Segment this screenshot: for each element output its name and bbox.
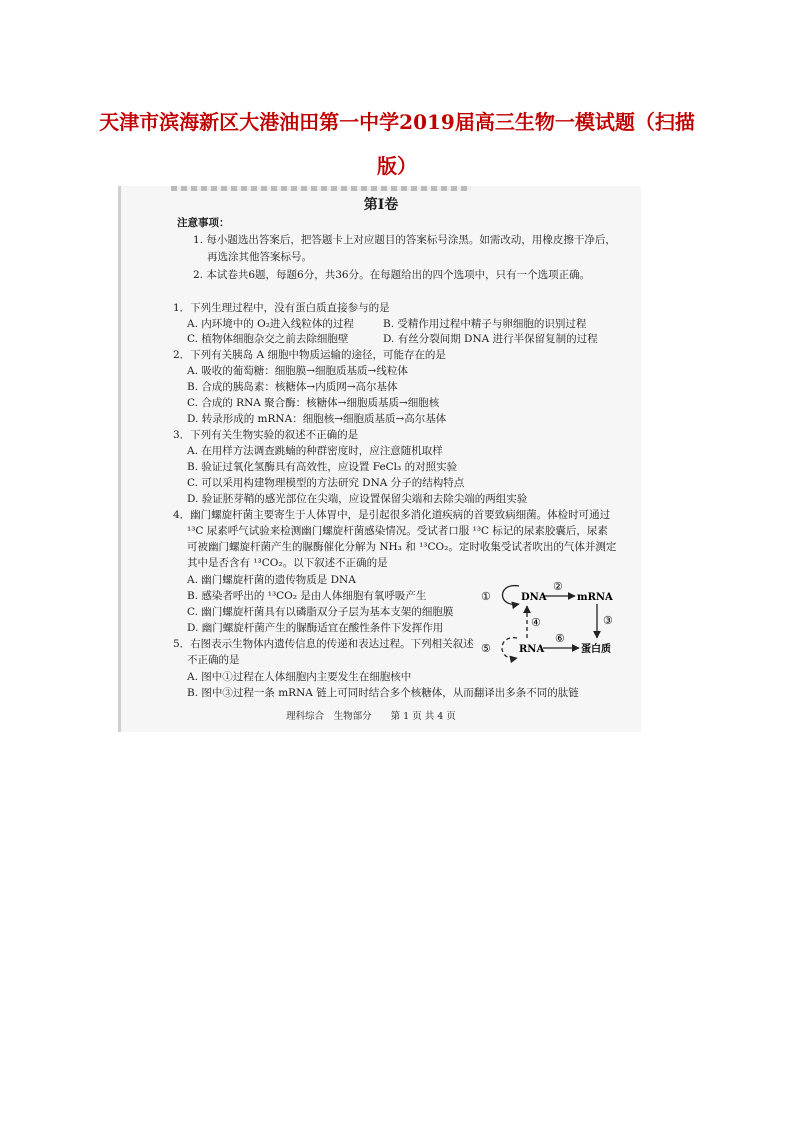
q4-line-1: 4．幽门螺旋杆菌主要寄生于人体胃中，是引起很多消化道疾病的首要致病细菌。体检时可通过 — [173, 509, 611, 521]
q3-option-d: D. 验证胚芽鞘的感光部位在尖端，应设置保留尖端和去除尖端的两组实验 — [187, 493, 528, 505]
q5-line-1: 5．右图表示生物体内遗传信息的传递和表达过程。下列相关叙述 — [173, 638, 474, 650]
q4-line-2: ¹³C 尿素呼气试验来检测幽门螺旋杆菌感染情况。受试者口服 ¹³C 标记的尿素胶囊后，尿素 — [187, 525, 608, 537]
q5-line-2: 不正确的是 — [187, 654, 240, 666]
label-3: ③ — [603, 614, 613, 627]
q4-option-c: C. 幽门螺旋杆菌具有以磷脂双分子层为基本支架的细胞膜 — [187, 606, 454, 618]
notes-heading: 注意事项： — [177, 217, 230, 229]
q4-line-3: 可被幽门螺旋杆菌产生的脲酶催化分解为 NH₃ 和 ¹³CO₂。定时收集受试者吹出的气体并测定 — [187, 541, 617, 553]
title-line-2: 版） — [377, 154, 417, 178]
section-heading: 第Ⅰ卷 — [363, 197, 399, 213]
q1-option-d: D. 有丝分裂间期 DNA 进行半保留复制的过程 — [383, 333, 598, 345]
rna-label: RNA — [519, 644, 545, 655]
label-5: ⑤ — [481, 642, 491, 655]
label-6: ⑥ — [555, 632, 565, 645]
q4-line-4: 其中是否含有 ¹³CO₂。以下叙述不正确的是 — [187, 557, 388, 569]
mrna-label: mRNA — [577, 592, 613, 603]
rna-replication-arrow — [502, 638, 517, 659]
q4-option-b: B. 感染者呼出的 ¹³CO₂ 是由人体细胞有氧呼吸产生 — [187, 590, 427, 602]
q2-option-a: A. 吸收的葡萄糖：细胞膜→细胞质基质→线粒体 — [187, 365, 408, 377]
q2-option-d: D. 转录形成的 mRNA：细胞核→细胞质基质→高尔基体 — [187, 413, 447, 425]
note-1-cont: 再选涂其他答案标号。 — [207, 251, 312, 263]
q3-option-a: A. 在用样方法调查跳蝻的种群密度时，应注意随机取样 — [187, 445, 443, 457]
label-4: ④ — [531, 616, 541, 629]
dna-label: DNA — [521, 592, 547, 603]
note-2: 2. 本试卷共6题，每题6分，共36分。在每题给出的四个选项中，只有一个选项正确。 — [193, 269, 591, 281]
q4-option-a: A. 幽门螺旋杆菌的遗传物质是 DNA — [187, 574, 356, 586]
q5-option-a: A. 图中①过程在人体细胞内主要发生在细胞核中 — [187, 671, 412, 683]
title-line-1: 天津市滨海新区大港油田第一中学2019届高三生物一模试题（扫描 — [99, 110, 695, 134]
q1-option-c: C. 植物体细胞杂交之前去除细胞壁 — [187, 333, 349, 345]
q3-stem: 3．下列有关生物实验的叙述不正确的是 — [173, 429, 359, 441]
q3-option-b: B. 验证过氧化氢酶具有高效性，应设置 FeCl₃ 的对照实验 — [187, 461, 458, 473]
q2-stem: 2．下列有关胰岛 A 细胞中物质运输的途径，可能存在的是 — [173, 349, 446, 361]
document-title — [0, 100, 794, 188]
label-1: ① — [481, 590, 491, 603]
q2-option-c: C. 合成的 RNA 聚合酶：核糖体→细胞质基质→细胞核 — [187, 397, 440, 409]
genetic-information-flow-diagram — [479, 576, 627, 668]
scanned-exam-page — [118, 186, 641, 732]
page-footer: 理科综合 生物部分 第 1 页 共 4 页 — [286, 711, 456, 722]
label-2: ② — [553, 580, 563, 593]
q4-option-d: D. 幽门螺旋杆菌产生的脲酶适宜在酸性条件下发挥作用 — [187, 622, 444, 634]
q1-stem: 1．下列生理过程中，没有蛋白质直接参与的是 — [173, 302, 390, 314]
q1-option-b: B. 受精作用过程中精子与卵细胞的识别过程 — [383, 318, 587, 330]
protein-label: 蛋白质 — [581, 644, 611, 655]
note-1: 1. 每小题选出答案后，把答题卡上对应题目的答案标号涂黑。如需改动，用橡皮擦干净后， — [193, 234, 616, 246]
q2-option-b: B. 合成的胰岛素：核糖体→内质网→高尔基体 — [187, 381, 398, 393]
q5-option-b: B. 图中③过程一条 mRNA 链上可同时结合多个核糖体，从而翻译出多条不同的肽链 — [187, 687, 579, 699]
q1-option-a: A. 内环境中的 O₂进入线粒体的过程 — [187, 318, 354, 330]
replication-arrow — [503, 586, 520, 605]
q3-option-c: C. 可以采用构建物理模型的方法研究 DNA 分子的结构特点 — [187, 477, 465, 489]
